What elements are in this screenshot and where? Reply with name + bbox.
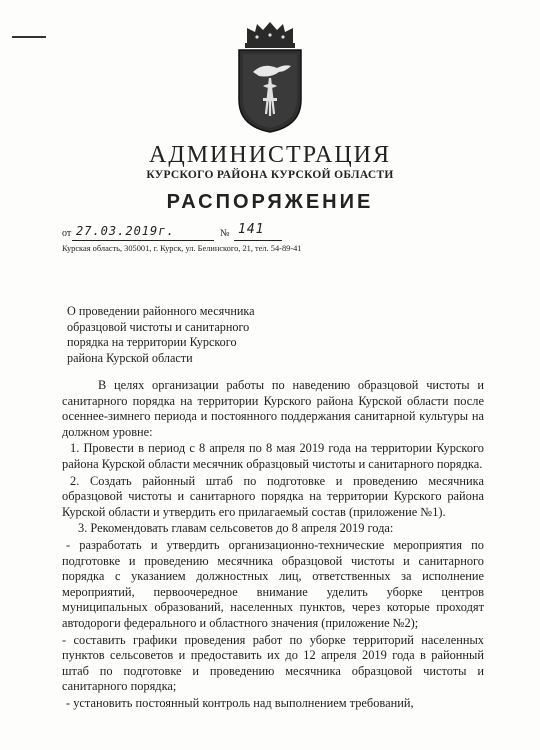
document-type-heading: РАСПОРЯЖЕНИЕ [166,191,374,213]
subject-block [67,304,297,366]
subject-line: образцовой чистоты и санитарного [67,319,250,334]
date-underline [72,240,214,241]
document-body [62,378,484,711]
intro-paragraph: В целях организации работы по наведению образцовой чистоты и санитарного порядка на территории Курского района Курской области после осеннее-зимнего периода и постоянного поддержания санитарной культуры на должном уровне: [62,378,484,439]
handwritten-date: 27.03.2019г. [76,224,175,238]
subject-line: района Курской области [67,350,193,365]
organization-title: АДМИНИСТРАЦИЯ [149,142,391,168]
item-2-paragraph: 2. Создать районный штаб по подготовке и проведению месячника образцовой чистоты и санитарного порядка на территории Курского района Курской области и утвердить его прилагаемый состав (приложение №1). [62,473,484,519]
address-line: Курская область, 305001, г. Курск, ул. Белинского, 21, тел. 54-89-41 [62,244,302,253]
coat-of-arms-emblem [233,22,307,134]
item-3-paragraph: 3. Рекомендовать главам сельсоветов до 8 апреля 2019 года: [78,521,394,536]
handwritten-number: 141 [238,222,265,237]
margin-mark [12,36,46,38]
number-underline [234,240,282,241]
subject-line: О проведении районного месячника [67,304,255,318]
item-1-paragraph: 1. Провести в период с 8 апреля по 8 мая 2019 года на территории Курского района Курской области месячник образцовый чистоты и санитарного порядка. [62,441,484,471]
item-3a-paragraph: - разработать и утвердить организационно-технические мероприятия по подготовке и проведению месячника образцовой чистоты и санитарного порядка с указанием должностных лиц, ответственных за исполнение мероприятий, первоочередное внимание уделить уборке центров муниципальных образований, населенных пунктов, через которые проходят автодороги федерального и областного значения (приложение №2); [62,537,484,630]
item-3b-paragraph: - составить графики проведения работ по уборке территорий населенных пунктов сельсоветов и предоставить их до 12 апреля 2019 года в районный штаб по подготовке и проведению месячника образцовой чистоты и санитарного порядка; [62,632,484,694]
item-3c-paragraph: - установить постоянный контроль над выполнением требований, [66,695,414,710]
subject-line: порядка на территории Курского [67,335,237,350]
organization-subtitle: КУРСКОГО РАЙОНА КУРСКОЙ ОБЛАСТИ [146,169,394,181]
date-prefix: от [62,228,72,239]
number-prefix: № [220,228,230,239]
